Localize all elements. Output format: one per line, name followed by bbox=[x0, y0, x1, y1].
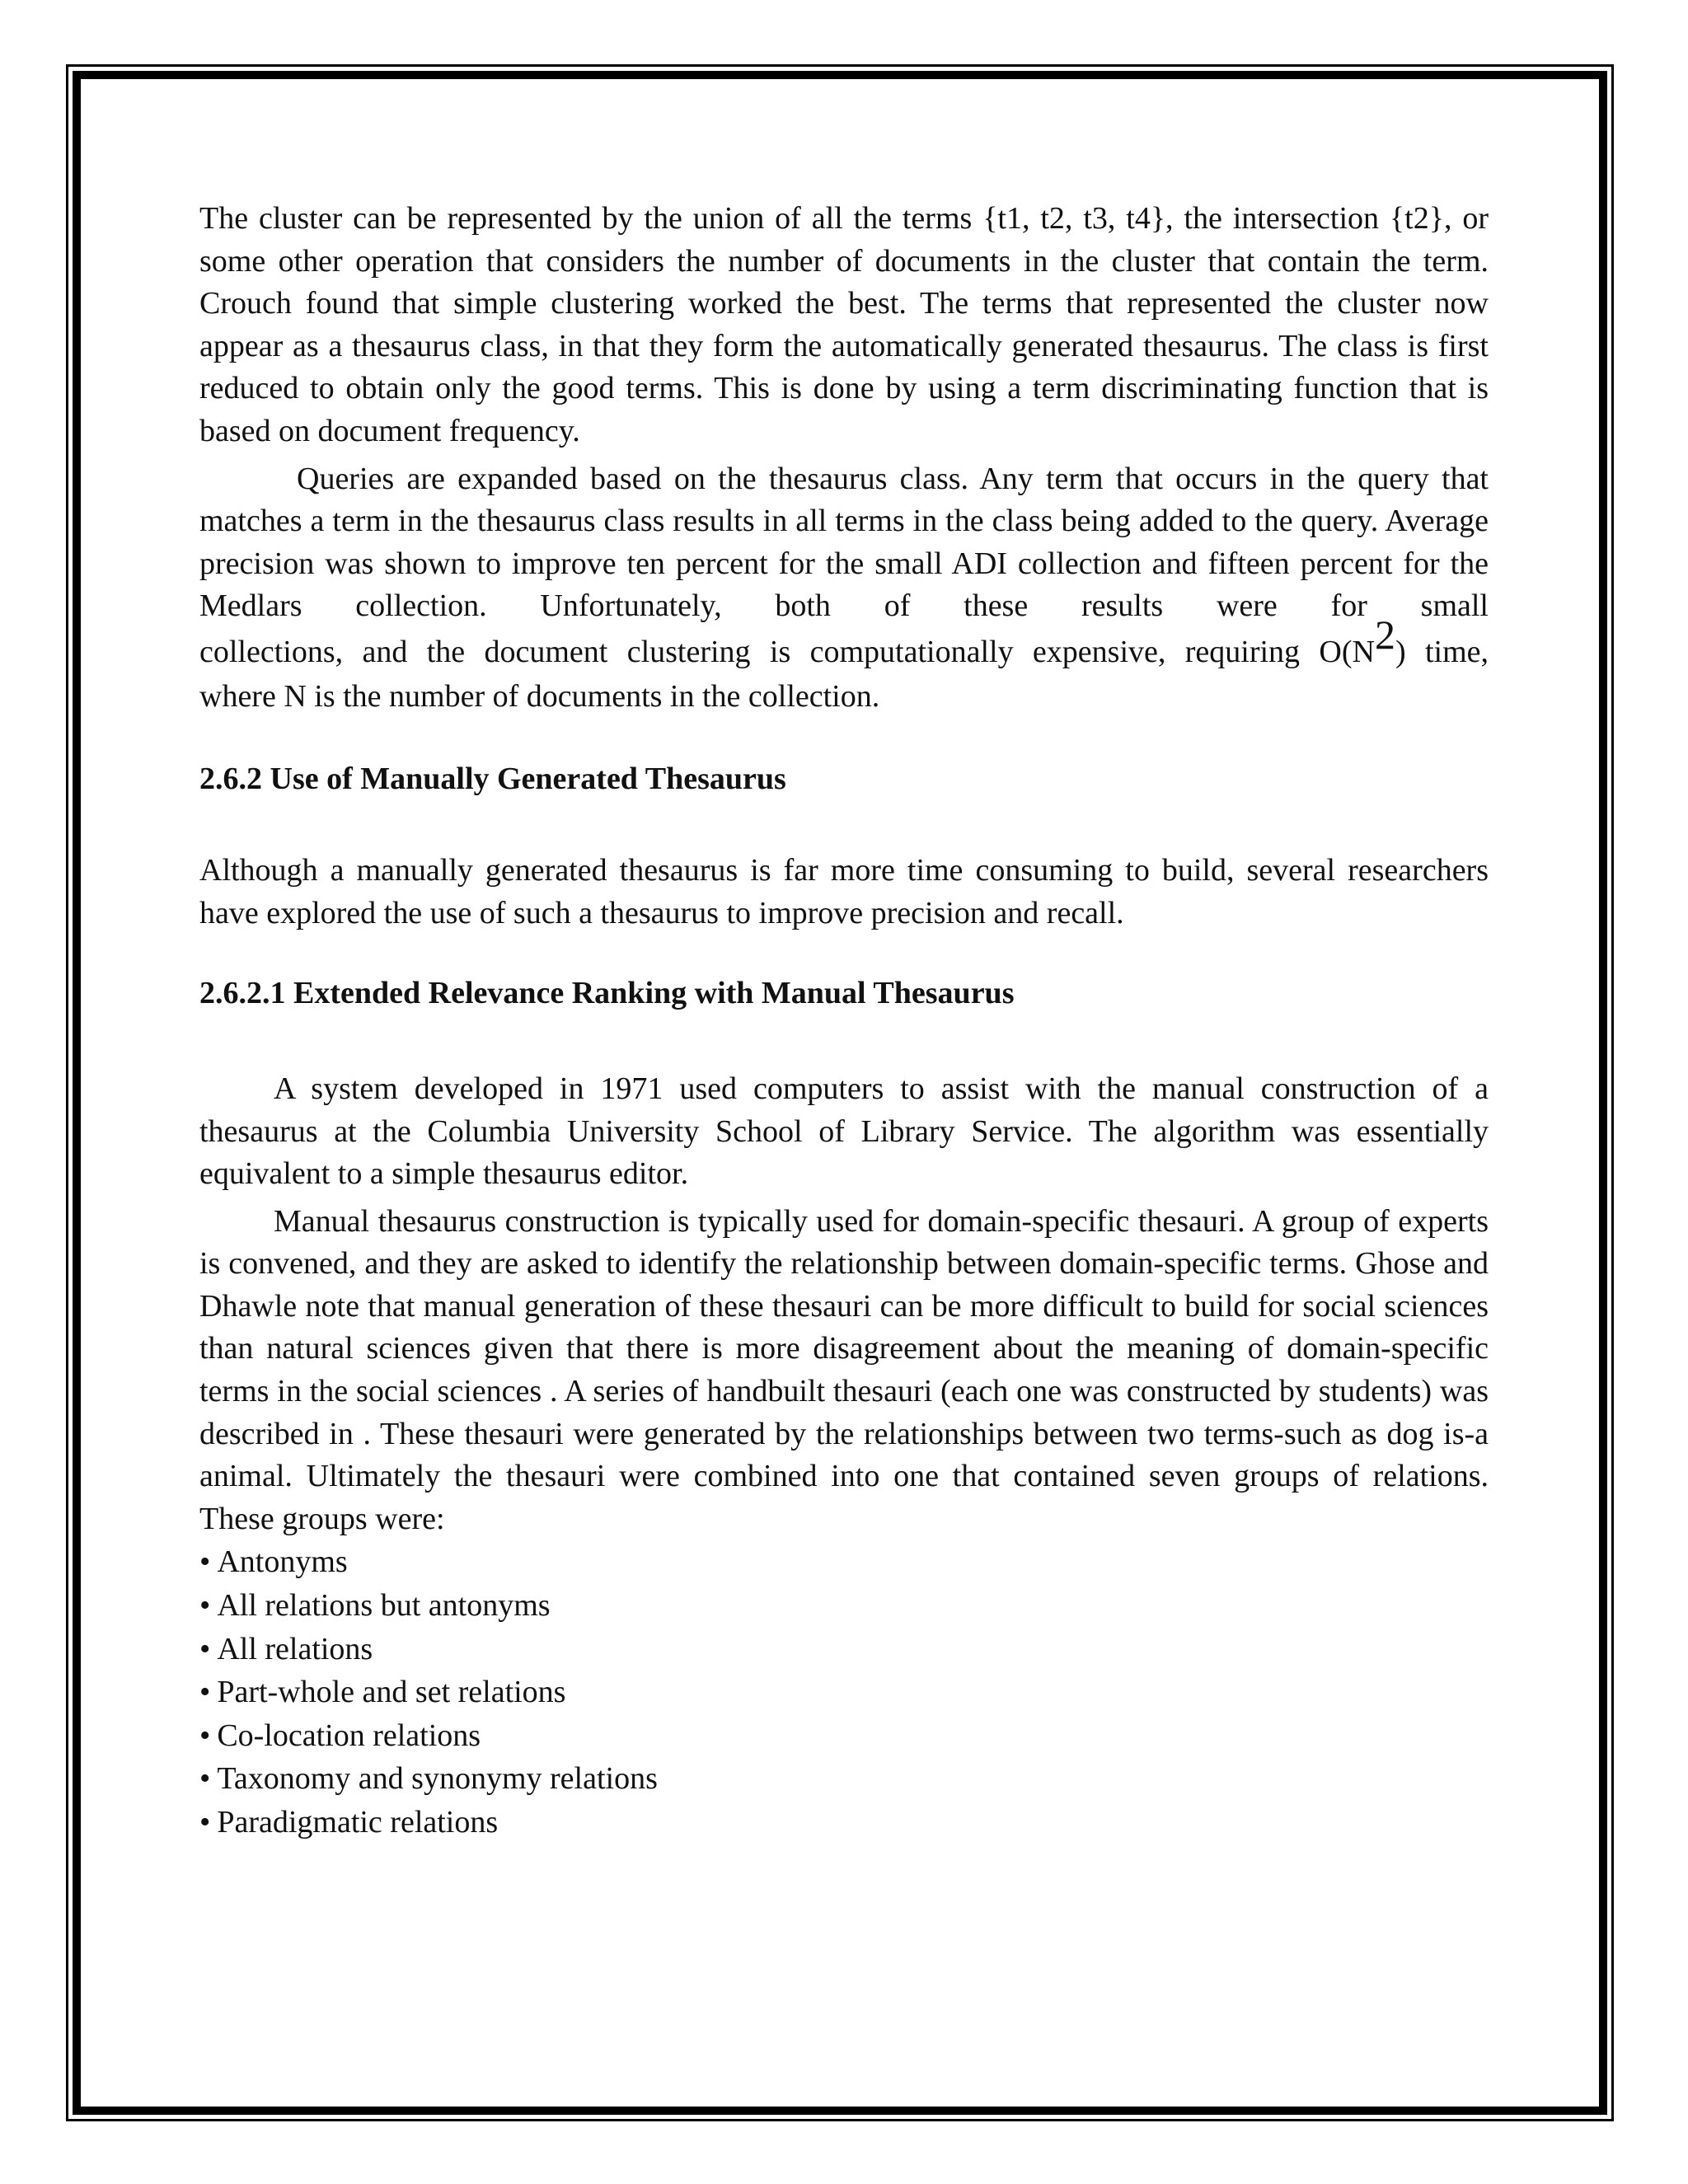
list-item: • All relations but antonyms bbox=[199, 1588, 551, 1624]
paragraph-manual-construction: Manual thesaurus construction is typically used for domain-specific thesauri. A group of experts is convened, and they are asked to identify the relationship between domain-specific terms. Ghose and Dhawle note that manual generation of these thesauri can be more difficult to build for social sciences than natural sciences given that there is more disagreement about the meaning of domain-specific terms in the social sciences . A series of handbuilt thesauri (each one was constructed by students) was described in . These thesauri were generated by the relationships between two terms-such as dog is-a animal. Ultimately the thesauri were combined into one that contained seven groups of relations. These groups were: bbox=[199, 1203, 1489, 1536]
bullet-icon: • bbox=[199, 1675, 211, 1710]
list-item: • All relations bbox=[199, 1631, 373, 1666]
complexity-exponent: 2 bbox=[1374, 611, 1395, 658]
list-item: • Paradigmatic relations bbox=[199, 1805, 499, 1840]
page-content bbox=[199, 198, 1489, 1844]
list-item: • Antonyms bbox=[199, 1544, 348, 1580]
paragraph-columbia-system: A system developed in 1971 used computers to assist with the manual construction of a thesaurus at the Columbia University School of Library Service. The algorithm was essentially equivalent to a simple thesaurus editor. bbox=[199, 1071, 1489, 1192]
paragraph-query-expansion-complexity bbox=[199, 611, 1489, 676]
complexity-text-before: collections, and the document clustering is computationally expensive, requiring O(N bbox=[199, 634, 1375, 669]
complexity-text-after: ) time, bbox=[1395, 634, 1489, 669]
paragraph-query-expansion: Queries are expanded based on the thesaurus class. Any term that occurs in the query that matches a term in the thesaurus class results in all terms in the class being added to the query. Average precision was shown to improve ten percent for the small ADI collection and fifteen percent for the Medlars collection. Unfortunately, both of these results were for small bbox=[199, 461, 1489, 624]
bullet-icon: • bbox=[199, 1544, 211, 1580]
relation-groups-list bbox=[199, 1540, 1489, 1844]
bullet-icon: • bbox=[199, 1718, 211, 1753]
paragraph-manual-thesaurus-intro: Although a manually generated thesaurus is far more time consuming to build, several researchers have explored the use of such a thesaurus to improve precision and recall. bbox=[199, 853, 1489, 930]
bullet-icon: • bbox=[199, 1761, 211, 1797]
paragraph-query-expansion-end: where N is the number of documents in the collection. bbox=[199, 678, 880, 714]
list-item: • Taxonomy and synonymy relations bbox=[199, 1761, 658, 1797]
list-item: • Co-location relations bbox=[199, 1718, 481, 1753]
bullet-icon: • bbox=[199, 1631, 211, 1666]
paragraph-cluster-representation: The cluster can be represented by the union of all the terms {t1, t2, t3, t4}, the intersection {t2}, or some other operation that considers the number of documents in the cluster that contain the term. Crouch found that simple clustering worked the best. The terms that represented the cluster now appear as a thesaurus class, in that they form the automatically generated thesaurus. The class is first reduced to obtain only the good terms. This is done by using a term discriminating function that is based on document frequency. bbox=[199, 201, 1489, 448]
section-heading-manual-thesaurus: 2.6.2 Use of Manually Generated Thesaurus bbox=[199, 761, 786, 796]
section-heading-extended-relevance: 2.6.2.1 Extended Relevance Ranking with Manual Thesaurus bbox=[199, 976, 1015, 1011]
bullet-icon: • bbox=[199, 1588, 211, 1624]
list-item: • Part-whole and set relations bbox=[199, 1675, 566, 1710]
bullet-icon: • bbox=[199, 1805, 211, 1840]
